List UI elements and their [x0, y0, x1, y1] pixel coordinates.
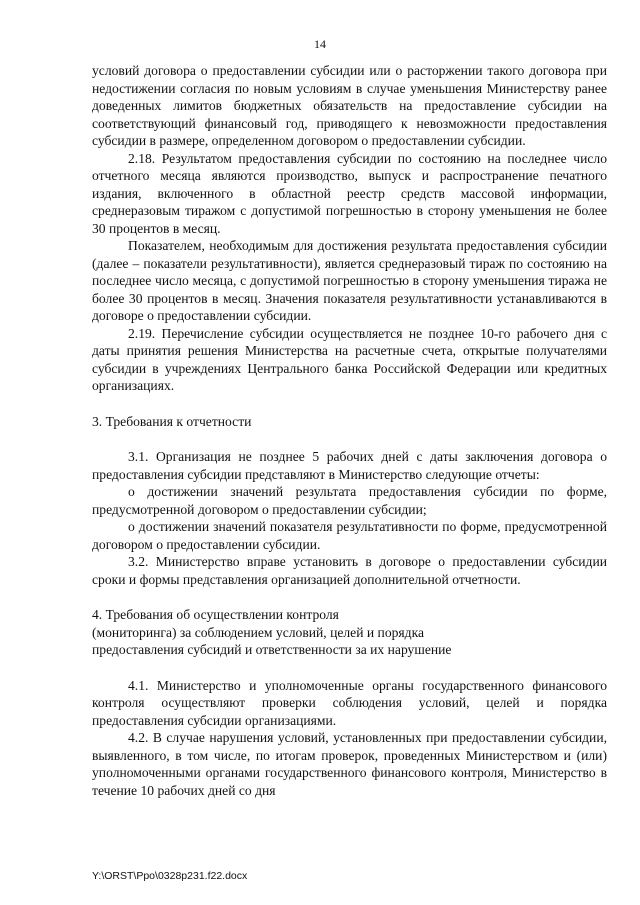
paragraph-3-2: 3.2. Министерство вправе установить в договоре о предоставлении субсидии сроки и формы представления организацией дополнительной отчетности. — [92, 554, 607, 587]
page-number: 14 — [314, 37, 326, 51]
paragraph-performance-indicator: Показателем, необходимым для достижения результата предоставления субсидии (далее – показатели результативности), является среднеразовый тираж по состоянию на последнее число месяца, с допустимой погрешностью в сторону уменьшения тиража не более 30 процентов в месяц. Значения показателя результативности устанавливаются в договоре о предоставлении субсидии. — [92, 238, 607, 323]
paragraph-report-result: о достижении значений результата предоставления субсидии по форме, предусмотренной договором о предоставлении субсидии; — [92, 484, 607, 517]
paragraph-3-1: 3.1. Организация не позднее 5 рабочих дней с даты заключения договора о предоставления субсидии представляют в Министерство следующие отчеты: — [92, 449, 607, 482]
section-3-heading: 3. Требования к отчетности — [92, 413, 252, 429]
paragraph-continuation: условий договора о предоставлении субсидии или о расторжении такого договора при недостижении согласия по новым условиям в случае уменьшения Министерству ранее доведенных лимитов бюджетных обязательств на предоставление субсидии на соответствующий финансовый год, приводящего к невозможности предоставления субсидии в размере, определенном договором о предоставлении субсидии. — [92, 63, 607, 148]
section-4-heading-line-2: (мониторинга) за соблюдением условий, целей и порядка — [92, 624, 425, 640]
paragraph-2-19: 2.19. Перечисление субсидии осуществляется не позднее 10-го рабочего дня с даты принятия решения Министерства на расчетные счета, открытые получателями субсидии в учреждениях Центрального банка Российской Федерации или кредитных организациях. — [92, 325, 607, 393]
section-4-heading-line-1: 4. Требования об осуществлении контроля — [92, 607, 339, 622]
paragraph-2-18: 2.18. Результатом предоставления субсидии по состоянию на последнее число отчетного месяца являются производство, выпуск и распространение печатного издания, включенного в областной реестр средств массовой информации, среднеразовым тиражом с допустимой погрешностью в сторону уменьшения не более 30 процентов в месяц. — [92, 150, 607, 236]
footer-file-path: Y:\ORST\Ppo\0328p231.f22.docx — [92, 870, 248, 882]
section-4-heading-line-3: предоставления субсидий и ответственности за их нарушение — [92, 642, 452, 657]
paragraph-report-indicator: о достижении значений показателя результативности по форме, предусмотренной договором о предоставлении субсидии. — [92, 519, 607, 552]
document-body — [92, 62, 607, 799]
paragraph-4-2: 4.2. В случае нарушения условий, установленных при предоставлении субсидии, выявленного, в том числе, по итогам проверок, проведенных Министерством и (или) уполномоченными органами государственного финансового контроля, Министерство в течение 10 рабочих дней со дня — [92, 730, 607, 798]
paragraph-4-1: 4.1. Министерство и уполномоченные органы государственного финансового контроля осуществляют проверки соблюдения условий, целей и порядка предоставления субсидии организациями. — [92, 677, 607, 728]
section-4-heading — [92, 606, 607, 659]
